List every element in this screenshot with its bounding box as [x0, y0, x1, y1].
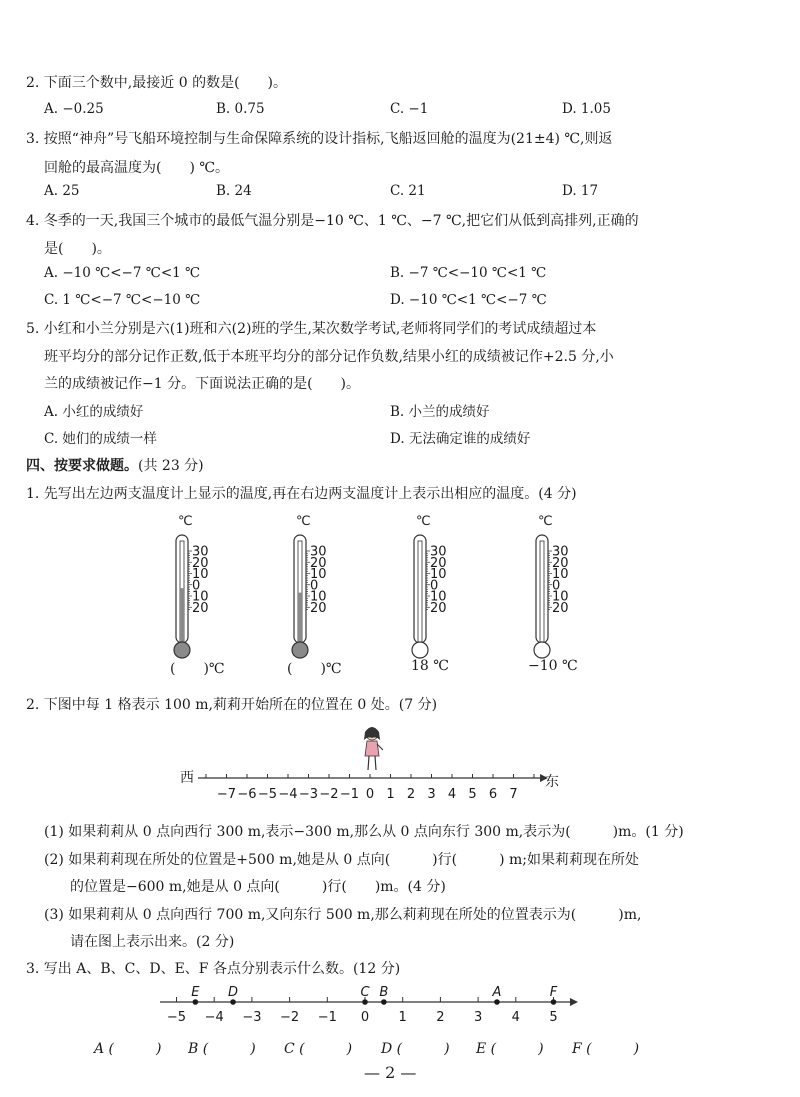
number-line-label: 7 [509, 787, 518, 802]
mercury-column [180, 588, 184, 647]
q5-option-c: C. 她们的成绩一样 [44, 431, 157, 447]
answer-e: E ( ) [476, 1041, 544, 1057]
thermometer-unit: ℃ [416, 514, 431, 529]
scale-label: 30 [310, 544, 327, 560]
point-b [381, 999, 387, 1005]
q4-option-c: C. 1 ℃<−7 ℃<−10 ℃ [44, 292, 201, 308]
scale-label: 20 [430, 555, 447, 571]
point-d [230, 999, 236, 1005]
east-label: 东 [545, 774, 559, 790]
number-line-label: −6 [237, 787, 257, 802]
p2-stem: 2. 下图中每 1 格表示 100 m,莉莉开始所在的位置在 0 处。(7 分) [26, 697, 438, 713]
p3-stem: 3. 写出 A、B、C、D、E、F 各点分别表示什么数。(12 分) [26, 961, 401, 977]
number-line-label: 0 [365, 787, 375, 802]
number-line-label: 4 [447, 787, 457, 802]
thermometer-bulb [174, 642, 190, 658]
thermometer-capillary [418, 541, 422, 647]
scale-label: 20 [552, 600, 569, 616]
thermometer-caption-3: 18 ℃ [411, 658, 449, 674]
points-tick-label: 2 [436, 1010, 445, 1025]
west-label: 西 [180, 770, 194, 786]
scale-label: 10 [192, 589, 209, 605]
number-line-label: 1 [386, 787, 395, 802]
points-tick-label: 1 [398, 1010, 407, 1025]
points-tick-label: 3 [473, 1010, 483, 1025]
q2-stem: 2. 下面三个数中,最接近 0 的数是( )。 [26, 75, 287, 91]
points-tick-label: 4 [511, 1010, 520, 1025]
q2-option-d: D. 1.05 [562, 101, 611, 117]
q3-line1: 3. 按照“神舟”号飞船环境控制与生命保障系统的设计指标,飞船返回舱的温度为(21±4) ℃,则返 [26, 131, 613, 147]
points-tick-label: −4 [204, 1010, 224, 1025]
point-e [193, 999, 199, 1005]
p2-sub1: (1) 如果莉莉从 0 点向西行 300 m,表示−300 m,那么从 0 点向东行 300 m,表示为( )m。(1 分) [44, 824, 684, 840]
thermometer-bulb [534, 642, 550, 658]
thermometer-unit: ℃ [178, 514, 193, 529]
axis-arrow [570, 998, 578, 1006]
number-line-label: −2 [319, 787, 339, 802]
q4-option-b: B. −7 ℃<−10 ℃<1 ℃ [390, 265, 547, 281]
q5-line2: 班平均分的部分记作正数,低于本班平均分的部分记作负数,结果小红的成绩被记作+2.5 分,小 [44, 349, 614, 365]
scale-label: 10 [310, 567, 327, 582]
answer-d: D ( ) [381, 1041, 450, 1057]
point-label-e: E [191, 985, 200, 1000]
thermometer-3 [412, 514, 447, 658]
points-tick-label: −5 [166, 1010, 187, 1025]
q2-option-c: C. −1 [390, 101, 429, 117]
thermometer-unit: ℃ [538, 514, 553, 529]
number-line-label: −7 [216, 787, 237, 802]
q3-option-c: C. 21 [390, 183, 426, 199]
mercury-column [298, 593, 302, 647]
scale-label: 10 [552, 589, 569, 605]
q3-option-d: D. 17 [562, 183, 599, 199]
q5-option-a: A. 小红的成绩好 [44, 404, 144, 420]
girl-illustration [364, 727, 383, 770]
number-line-label: −4 [278, 787, 298, 802]
q2-option-a: A. −0.25 [44, 101, 104, 117]
point-label-b: B [379, 985, 389, 1000]
scale-label: 30 [192, 544, 209, 560]
scale-label: 10 [192, 567, 209, 582]
point-label-f: F [549, 985, 558, 1000]
thermometer-4 [534, 514, 569, 658]
page-number: — 2 — [364, 1063, 417, 1082]
section-score: (共 23 分) [138, 458, 204, 474]
number-line-label: 5 [468, 787, 477, 802]
thermometer-bulb [292, 642, 308, 658]
scale-label: 20 [192, 600, 209, 616]
scale-label: 0 [552, 578, 561, 594]
scale-label: 10 [310, 589, 327, 605]
scale-label: 20 [310, 555, 327, 571]
scale-label: 0 [192, 578, 201, 594]
number-line-label: 6 [488, 787, 498, 802]
scale-label: 30 [430, 544, 447, 560]
p1-stem: 1. 先写出左边两支温度计上显示的温度,再在右边两支温度计上表示出相应的温度。(4 分) [26, 486, 577, 502]
q3-line2: 回舱的最高温度为( ) ℃。 [44, 160, 230, 176]
answer-f: F ( ) [572, 1041, 640, 1057]
points-tick-label: −1 [317, 1010, 337, 1025]
thermometer-caption-2: ( )℃ [287, 661, 342, 677]
number-line-label: −1 [339, 787, 360, 802]
points-tick-label: 5 [549, 1010, 558, 1025]
q2-option-b: B. 0.75 [216, 101, 265, 117]
p2-sub3-line1: (3) 如果莉莉从 0 点向西行 700 m,又向东行 500 m,那么莉莉现在所处的位置表示为( )m, [44, 907, 642, 923]
points-tick-label: 0 [360, 1010, 370, 1025]
answer-b: B ( ) [188, 1041, 256, 1057]
q4-line2: 是( )。 [44, 241, 111, 257]
answer-a: A ( ) [94, 1041, 162, 1057]
points-tick-label: −3 [242, 1010, 262, 1025]
q3-option-b: B. 24 [216, 183, 252, 199]
thermometer-figure [0, 505, 800, 685]
number-line-label: −3 [298, 787, 319, 802]
thermometer-caption-4: −10 ℃ [528, 658, 578, 674]
q5-line1: 5. 小红和小兰分别是六(1)班和六(2)班的学生,某次数学考试,老师将同学们的考试成绩超过本 [26, 321, 597, 337]
scale-label: 10 [430, 567, 447, 582]
scale-label: 20 [552, 555, 569, 571]
scale-label: 0 [310, 578, 319, 594]
scale-label: 0 [430, 578, 439, 594]
p2-sub3-line2: 请在图上表示出来。(2 分) [70, 934, 235, 950]
thermometer-bulb [412, 642, 428, 658]
point-label-a: A [492, 985, 502, 1000]
number-line-label: 2 [406, 787, 416, 802]
points-tick-label: −2 [280, 1010, 300, 1025]
thermometer-2 [292, 514, 327, 658]
point-label-d: D [228, 985, 239, 1000]
q5-option-d: D. 无法确定谁的成绩好 [390, 431, 531, 447]
q5-line3: 兰的成绩被记作−1 分。下面说法正确的是( )。 [44, 376, 361, 392]
scale-label: 20 [192, 555, 209, 571]
q4-line1: 4. 冬季的一天,我国三个城市的最低气温分别是−10 ℃、1 ℃、−7 ℃,把它们从低到高排列,正确的 [26, 213, 639, 229]
p2-sub2-line2: 的位置是−600 m,她是从 0 点向( )行( )m。(4 分) [70, 879, 446, 895]
q5-option-b: B. 小兰的成绩好 [390, 404, 490, 420]
section-title: 四、按要求做题。 [26, 458, 138, 474]
thermometer-capillary [540, 541, 544, 647]
thermometer-caption-1: ( )℃ [170, 661, 225, 677]
scale-label: 20 [310, 600, 327, 616]
scale-label: 10 [552, 567, 569, 582]
scale-label: 30 [552, 544, 569, 560]
q3-option-a: A. 25 [44, 183, 80, 199]
number-line-label: −5 [257, 787, 278, 802]
section-heading [26, 455, 204, 475]
point-c [362, 999, 368, 1005]
scale-label: 20 [430, 600, 447, 616]
p2-sub2-line1: (2) 如果莉莉现在所处的位置是+500 m,她是从 0 点向( )行( ) m;如果莉莉现在所处 [44, 852, 640, 868]
point-f [551, 999, 557, 1005]
thermometer-1 [174, 514, 209, 658]
answer-c: C ( ) [284, 1041, 353, 1057]
q4-option-a: A. −10 ℃<−7 ℃<1 ℃ [44, 265, 201, 281]
scale-label: 10 [430, 589, 447, 605]
thermometer-unit: ℃ [296, 514, 311, 529]
point-label-c: C [360, 985, 370, 1000]
number-line-lily [0, 720, 800, 810]
number-line-points [0, 980, 800, 1030]
q4-option-d: D. −10 ℃<1 ℃<−7 ℃ [390, 292, 547, 308]
number-line-label: 3 [427, 787, 436, 802]
point-a [494, 999, 500, 1005]
